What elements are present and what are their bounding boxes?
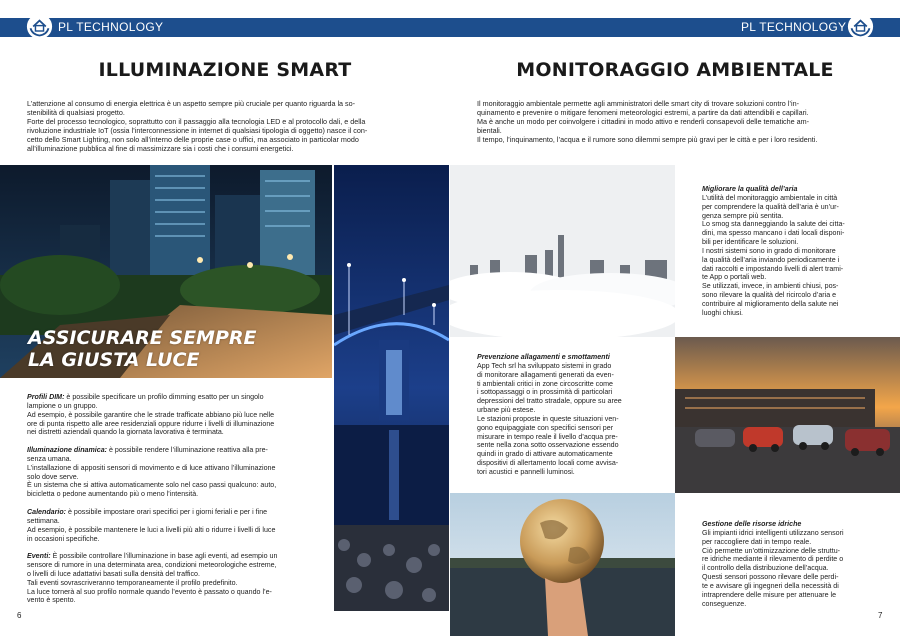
text-line: o livelli di luce adattativi basati sulla densità del traffico. [27, 569, 200, 578]
text-line: per raccogliere dati in tempo reale. [702, 537, 812, 546]
text-line: settimana. [27, 516, 60, 525]
text-line: per comprendere la qualità dell’aria è un’ur- [702, 202, 839, 211]
text-line: Ciò permette un’ottimizzazione delle struttu- [702, 546, 840, 555]
intro-line: Il tempo, l’inquinamento, l’acqua e il rumore sono dilemmi sempre più gravi per le città e per i loro residenti. [477, 135, 818, 144]
brand-name-left: PL TECHNOLOGY [58, 20, 164, 34]
text-line: Questi sensori possono rilevare delle perdi- [702, 573, 839, 582]
text-line: senza umana. [27, 454, 72, 463]
text-line: sensore di rumore in una determinata area, condizioni meteorologiche estreme, [27, 561, 277, 570]
text-line: è possibile rendere l’illuminazione reattiva alla pre- [107, 446, 268, 455]
text-line: nei distretti aziendali quando la giornata lavorativa è terminata. [27, 428, 224, 437]
text-line: solo dove serve. [27, 472, 79, 481]
globe-hand-photo [450, 493, 675, 636]
intro-line: cetto dello Smart Lighting, non solo all’interno delle proprie case o uffici, ma associato in particolar modo [27, 135, 359, 144]
fog-city-photo [450, 165, 675, 337]
text-line: La luce tornerà al suo profilo normale quando l’evento è passato o quando l’e- [27, 587, 272, 596]
section-title: Calendario: [27, 507, 67, 516]
text-line: luoghi chiusi. [702, 308, 744, 317]
text-line: dini, ma spesso mancano i dati locali disponi- [702, 229, 845, 238]
text-line: intraprendere delle misure per attenuare le [702, 590, 837, 599]
text-line: I nostri sistemi sono in grado di monitorare [702, 246, 836, 255]
intro-line: L’attenzione al consumo di energia elettrica è un aspetto sempre più cruciale per quanto riguarda la so- [27, 99, 356, 108]
text-line: sente nella zona sotto osservazione essendo [477, 441, 619, 450]
section-title: Gestione delle risorse idriche [702, 520, 802, 528]
left-text-column [27, 393, 324, 605]
text-line: sono rilevare la qualità del ricircolo d’aria e [702, 291, 837, 300]
text-line: L’utilità del monitoraggio ambientale in città [702, 193, 838, 202]
intro-line: Ma è anche un modo per coinvolgere i cittadini in modo attivo e renderli consapevoli delle tematiche am- [477, 117, 810, 126]
text-line: depressioni del tratto stradale, oppure su aree [477, 397, 622, 406]
section-profili-dim [27, 393, 324, 402]
text-line: È possibile controllare l’illuminazione in base agli eventi, ad esempio un [50, 552, 278, 561]
right-page-title: MONITORAGGIO AMBIENTALE [516, 59, 834, 81]
section-title: Prevenzione allagamenti e smottamenti [477, 353, 610, 361]
intro-line: all’illuminazione pubblica al fine di massimizzare sia i costi che i consumi energetici. [27, 144, 294, 153]
text-line: bicicletta o pedone aumentando più o meno l’intensità. [27, 490, 199, 499]
air-quality-block [702, 185, 874, 318]
house-hands-icon [847, 13, 874, 40]
section-eventi [27, 552, 324, 561]
section-title: Illuminazione dinamica: [27, 446, 108, 455]
section-illuminazione-dinamica [27, 446, 324, 455]
text-line: Se utilizzati, invece, in ambienti chiusi, pos- [702, 282, 839, 291]
section-title: Profili DIM: [27, 393, 65, 401]
text-line: il controllo della distribuzione dell’acqua. [702, 564, 829, 573]
text-line: contribuire al miglioramento della salute nei [702, 299, 839, 308]
bridge-night-photo [334, 165, 449, 611]
text-line: Tali eventi sovrascriveranno temporaneamente il profilo predefinito. [27, 578, 238, 587]
text-line: App Tech srl ha sviluppato sistemi in grado [477, 361, 612, 370]
text-line: vento è spento. [27, 596, 76, 605]
text-line: ti ambientali critici in zone circoscritte come [477, 379, 614, 388]
text-line: L’installazione di appositi sensori di movimento e di luce attivano l’illuminazione [27, 463, 276, 472]
text-line: la qualità dell’aria inviando periodicamente i [702, 255, 840, 264]
left-page-title: ILLUMINAZIONE SMART [98, 59, 352, 81]
text-line: gono equipaggiate con specifici sensori per [477, 423, 614, 432]
text-line: in occasioni specifiche. [27, 534, 100, 543]
text-line: ore di punta rispetto alle aree residenziali oppure ridurre i livelli di illuminazione [27, 419, 275, 428]
intro-line: bientali. [477, 126, 502, 135]
brand-name-right: PL TECHNOLOGY [741, 20, 847, 34]
section-title: Migliorare la qualità dell’aria [702, 185, 798, 193]
text-line: genza sempre più sentita. [702, 211, 784, 220]
traffic-sunset-photo [675, 337, 900, 493]
text-line: urbane più estese. [477, 406, 536, 415]
flood-prevention-block [477, 353, 649, 477]
left-intro [27, 99, 427, 153]
right-intro [477, 99, 877, 144]
text-line: i sottopassaggi o in prossimità di particolari [477, 388, 613, 397]
intro-line: rivoluzione industriale IoT (ossia l’interconnessione in internet di qualsiasi tipologia di oggetto) nasce il con- [27, 126, 368, 135]
text-line: te App o portali web. [702, 273, 767, 282]
intro-line: stenibilità di qualsiasi progetto. [27, 108, 125, 117]
text-line: re idriche mediante il rilevamento di perdite o [702, 555, 844, 564]
text-line: te e avvisare gli ingegneri della necessità di [702, 581, 839, 590]
water-resources-block [702, 520, 874, 608]
text-line: tori acustici e pannelli luminosi. [477, 467, 575, 476]
text-line: dispositivi di allertamento locali come avvisa- [477, 459, 619, 468]
text-line: è possibile impostare orari specifici per i giorni feriali e per i fine [66, 507, 268, 516]
text-line: di monitorare allagamenti generati da even- [477, 370, 614, 379]
house-hands-icon [26, 13, 53, 40]
text-line: Ad esempio, è possibile garantire che le strade trafficate abbiano più luce nelle [27, 410, 275, 419]
text-line: misurare in tempo reale il livello d’acqua pre- [477, 432, 618, 441]
text-line: lampione o un gruppo. [27, 401, 98, 410]
text-line: È un sistema che si attiva automaticamente solo nel caso passi qualcuno: auto, [27, 481, 277, 490]
text-line: dati raccolti e impostando livelli di alert trami- [702, 264, 844, 273]
intro-line: Il monitoraggio ambientale permette agli amministratori delle smart city di trovare soluzioni contro l’in- [477, 99, 799, 108]
intro-line: Forte del processo tecnologico, soprattutto con il passaggio alla tecnologia LED e al protocollo dali, e della [27, 117, 366, 126]
text-line: bili per identificare le soluzioni. [702, 238, 799, 247]
image-caption: ASSICURARE SEMPRE LA GIUSTA LUCE [28, 327, 257, 371]
intro-line: quinamento e prevenire o mitigare fenomeni meteorologici estremi, a partire da dati attendibili e capillari. [477, 108, 809, 117]
text-line: Lo smog sta danneggiando la salute dei citta- [702, 220, 845, 229]
page-number-left: 6 [17, 611, 22, 620]
text-line: è possibile specificare un profilo dimming esatto per un singolo [64, 393, 264, 401]
text-line: Gli impianti idrici intelligenti utilizzano sensori [702, 528, 844, 537]
text-line: Le stazioni proposte in queste situazioni ven- [477, 414, 619, 423]
page-number-right: 7 [878, 611, 883, 620]
section-title: Eventi: [27, 552, 51, 561]
text-line: conseguenze. [702, 599, 747, 608]
text-line: quindi in grado di attivare automaticamente [477, 450, 613, 459]
section-calendario [27, 508, 324, 517]
text-line: Ad esempio, è possibile mantenere le luci a livelli più alti o ridurre i livelli di luce [27, 525, 276, 534]
